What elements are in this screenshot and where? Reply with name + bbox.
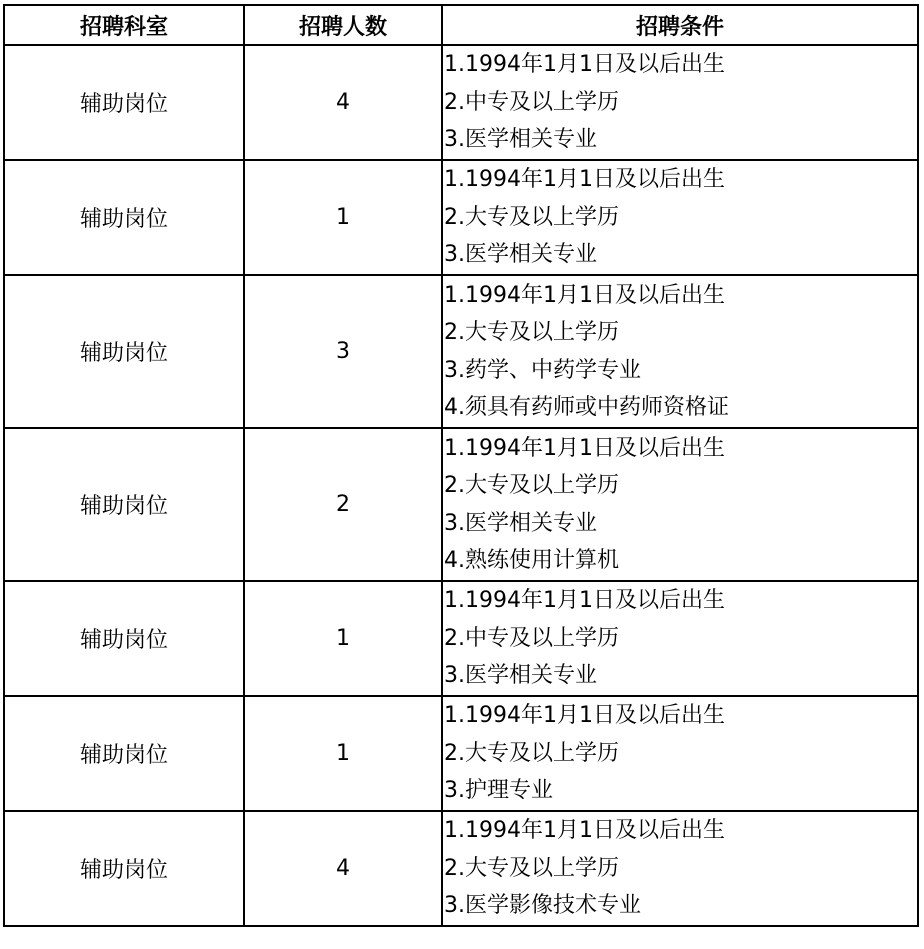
header-conditions: 招聘条件 (442, 5, 918, 45)
conditions-cell (442, 811, 918, 926)
table-row (4, 696, 918, 811)
count-cell: 1 (244, 581, 442, 696)
header-department: 招聘科室 (4, 5, 244, 45)
condition-line: 4.须具有药师或中药师资格证 (444, 395, 729, 420)
condition-line: 2.大专及以上学历 (444, 855, 619, 881)
count-cell: 1 (244, 160, 442, 275)
department-cell: 辅助岗位 (4, 160, 244, 275)
condition-line: 3.医学相关专业 (444, 510, 597, 536)
count-cell: 3 (244, 275, 442, 428)
condition-line: 1.1994年1月1日及以后出生 (444, 435, 725, 461)
recruitment-sheet (3, 4, 917, 927)
condition-line: 2.大专及以上学历 (444, 320, 619, 345)
condition-line: 1.1994年1月1日及以后出生 (444, 588, 725, 614)
department-cell: 辅助岗位 (4, 45, 244, 160)
condition-line: 3.医学相关专业 (444, 127, 597, 153)
table-row (4, 581, 918, 696)
department-cell: 辅助岗位 (4, 581, 244, 696)
condition-line: 1.1994年1月1日及以后出生 (444, 818, 725, 844)
condition-line: 2.中专及以上学历 (444, 625, 619, 651)
conditions-cell (442, 45, 918, 160)
table-body (4, 45, 918, 926)
condition-line: 1.1994年1月1日及以后出生 (444, 703, 725, 729)
table-header-row (4, 5, 918, 45)
count-cell: 4 (244, 811, 442, 926)
table-row (4, 811, 918, 926)
department-cell: 辅助岗位 (4, 696, 244, 811)
count-cell: 2 (244, 428, 442, 581)
conditions-cell (442, 581, 918, 696)
condition-line: 1.1994年1月1日及以后出生 (444, 167, 725, 193)
condition-line: 2.大专及以上学历 (444, 204, 619, 230)
table-row (4, 45, 918, 160)
condition-line: 1.1994年1月1日及以后出生 (444, 282, 725, 308)
table-row (4, 428, 918, 581)
department-cell: 辅助岗位 (4, 275, 244, 428)
condition-line: 1.1994年1月1日及以后出生 (444, 52, 725, 78)
condition-line: 3.医学相关专业 (444, 242, 597, 268)
conditions-cell (442, 428, 918, 581)
department-cell: 辅助岗位 (4, 428, 244, 581)
condition-line: 3.医学影像技术专业 (444, 893, 641, 919)
recruitment-table (3, 4, 919, 927)
condition-line: 2.大专及以上学历 (444, 473, 619, 498)
table-row (4, 275, 918, 428)
conditions-cell (442, 696, 918, 811)
header-count: 招聘人数 (244, 5, 442, 45)
department-cell: 辅助岗位 (4, 811, 244, 926)
count-cell: 1 (244, 696, 442, 811)
condition-line: 4.熟练使用计算机 (444, 548, 619, 573)
table-row (4, 160, 918, 275)
condition-line: 2.大专及以上学历 (444, 740, 619, 766)
condition-line: 3.药学、中药学专业 (444, 357, 641, 383)
condition-line: 3.医学相关专业 (444, 663, 597, 689)
condition-line: 3.护理专业 (444, 778, 553, 804)
condition-line: 2.中专及以上学历 (444, 89, 619, 115)
count-cell: 4 (244, 45, 442, 160)
conditions-cell (442, 160, 918, 275)
conditions-cell (442, 275, 918, 428)
